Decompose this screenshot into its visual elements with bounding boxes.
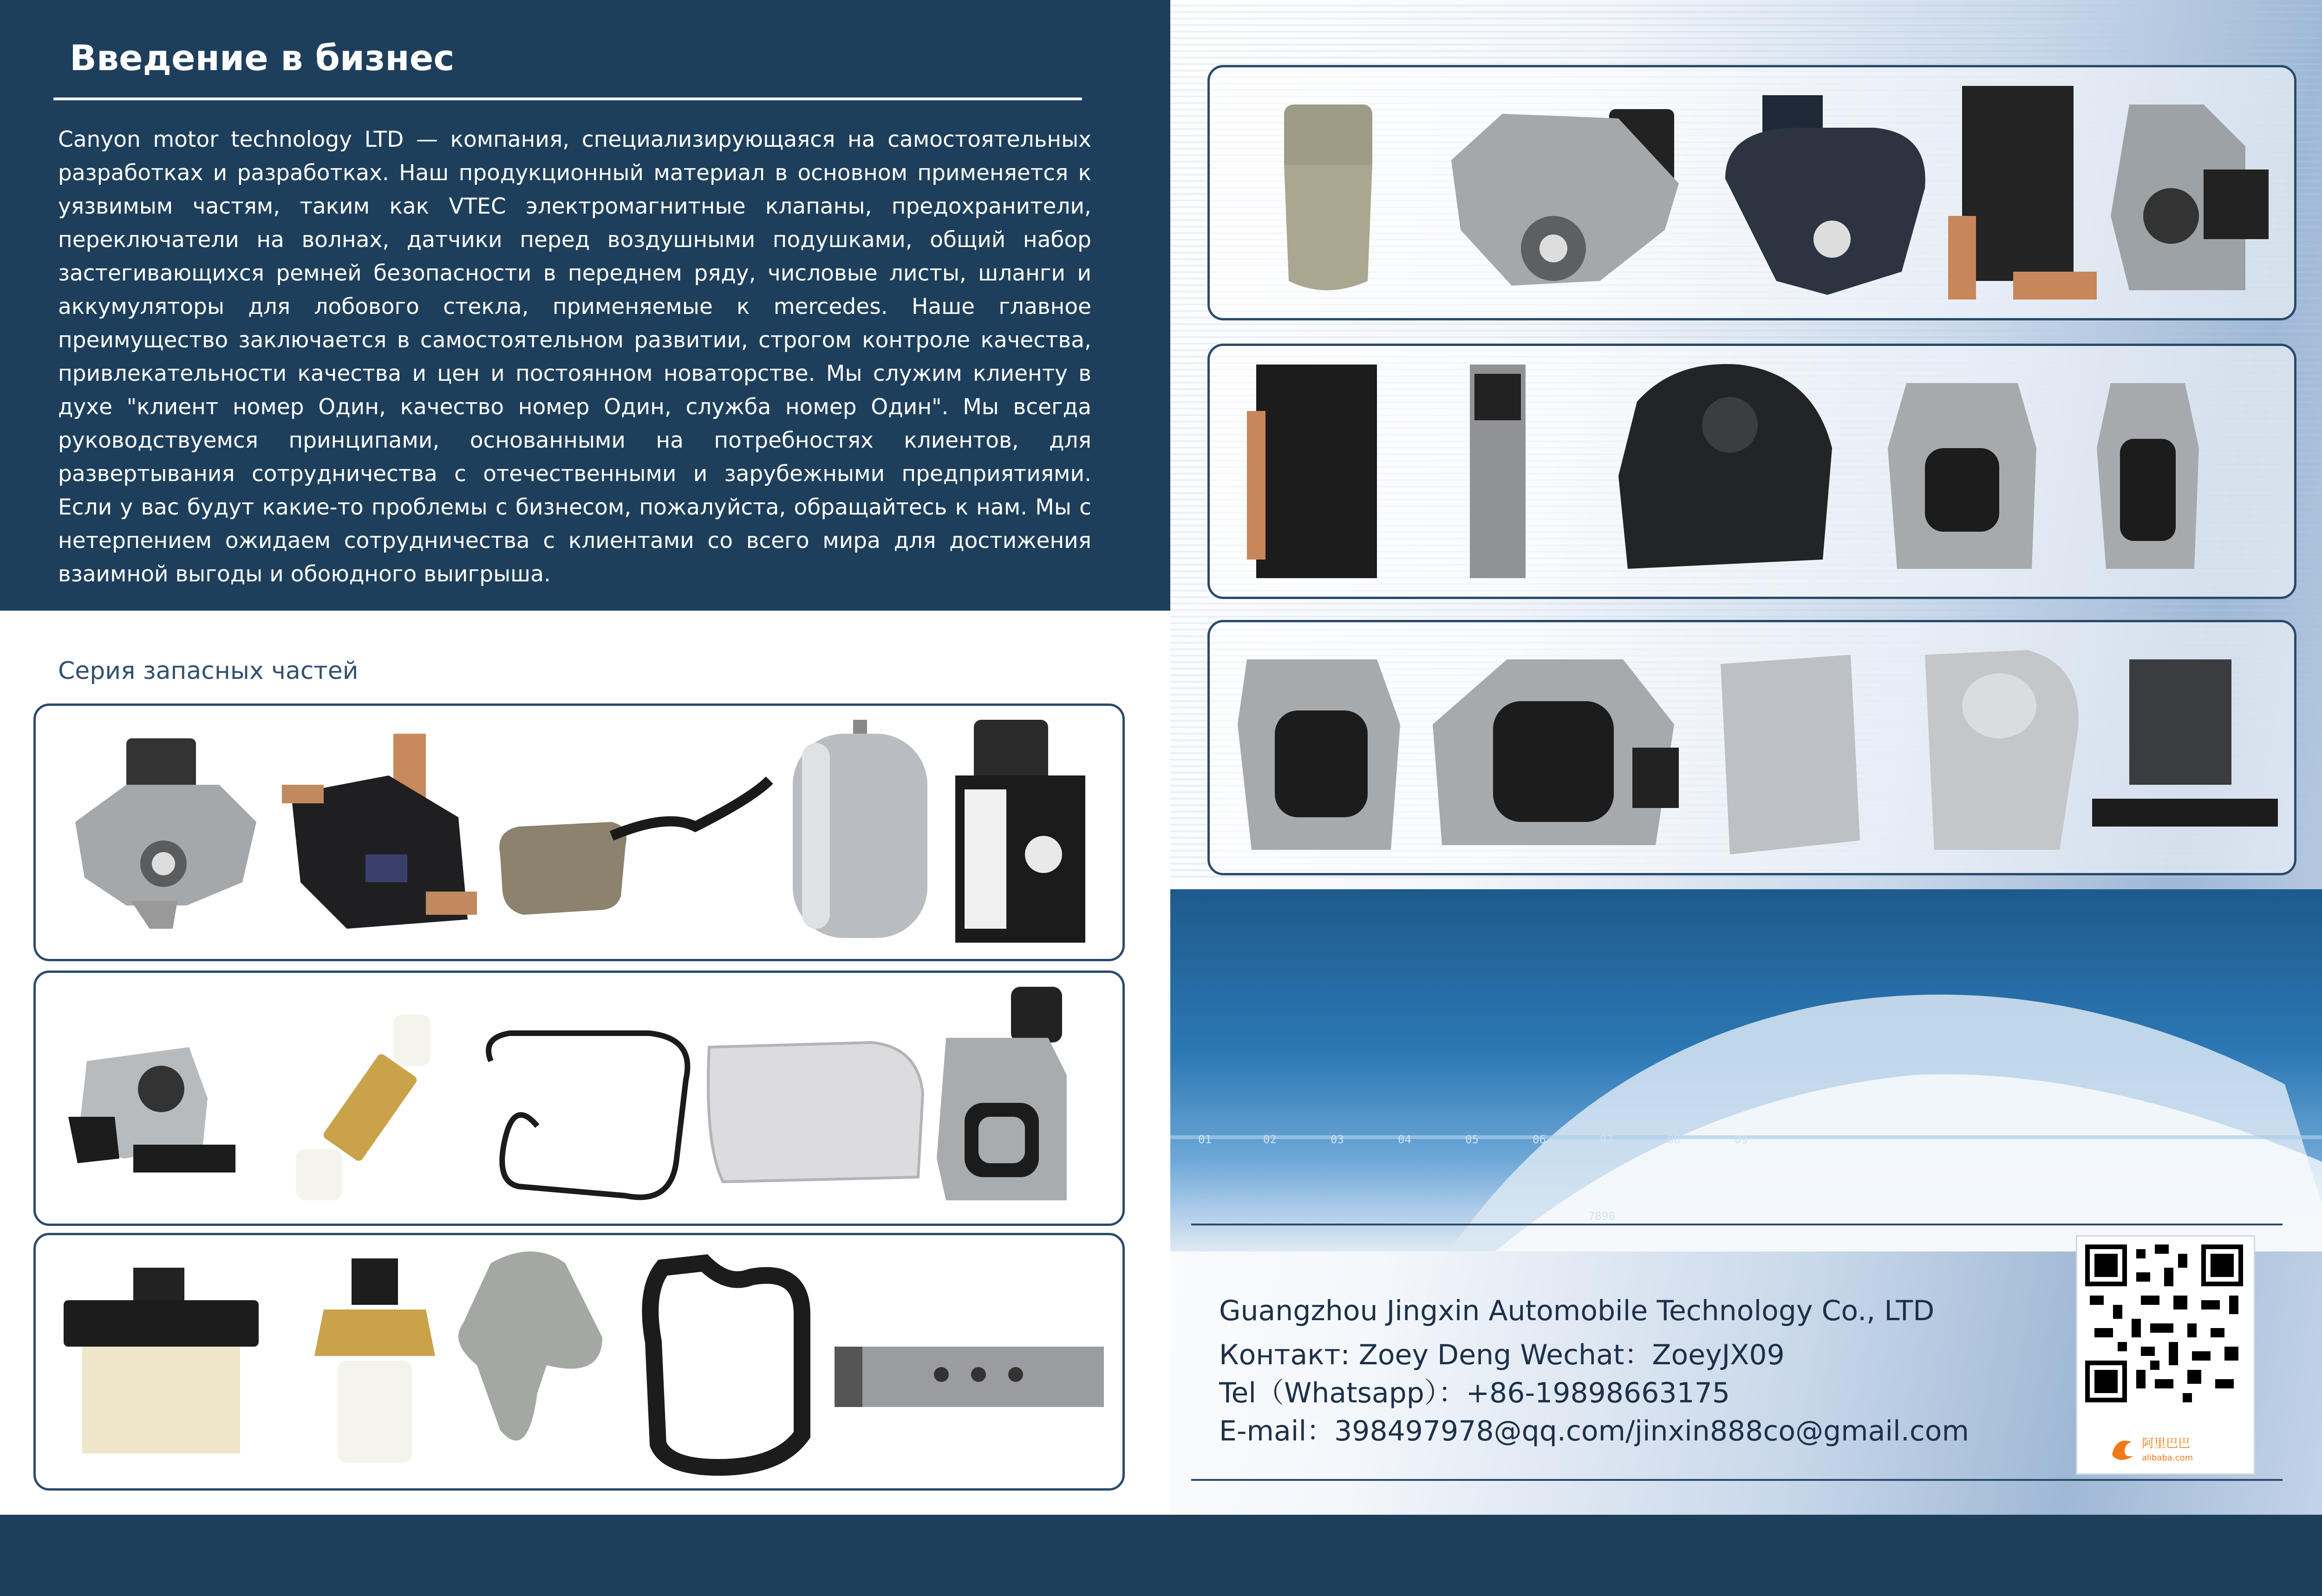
company-name: Guangzhou Jingxin Automobile Technology Co., LTD (1219, 1295, 1935, 1327)
alibaba-logo-icon (2108, 1433, 2229, 1465)
neutral-switch-image (57, 729, 270, 933)
email-address[interactable]: E-mail：398497978@qq.com/jinxin888co@gmail.com (1219, 1415, 1969, 1447)
heat-sink-image (1702, 636, 1878, 864)
blower-resistor-image-2 (2083, 650, 2287, 854)
temperature-sensor-image (296, 1254, 454, 1477)
position-sensor-image (1707, 86, 1948, 304)
vtec-solenoid-image-4 (1414, 632, 1693, 864)
product-panel-left-1 (33, 704, 1125, 961)
range-switch-image (1433, 91, 1702, 304)
circuit-board-image (1451, 355, 1544, 587)
blower-resistor-image (54, 1263, 268, 1467)
intro-divider (53, 98, 1082, 100)
hose-connector-image (254, 1001, 477, 1214)
banner-number: 04 (1398, 1133, 1411, 1146)
footer-bar (0, 1515, 2322, 1596)
intro-title: Введение в бизнес (70, 37, 455, 78)
phone-number[interactable]: Tel（Whatsapp）：+86-19898663175 (1219, 1377, 1730, 1409)
solenoid-gasket-image (626, 1249, 830, 1477)
relay-block-image (1238, 355, 1405, 587)
banner-number: 03 (1331, 1133, 1344, 1146)
product-panel-right-2 (1207, 344, 2296, 599)
banner-small-number: 7890 (1588, 1210, 1615, 1223)
banner-number: 09 (1735, 1133, 1748, 1146)
connector-block-image (1939, 77, 2106, 309)
intro-body-text: Canyon motor technology LTD — компания, специализирующаяся на самостоятельных разработках и разработках. Наш продукционный материал в основном применяется к уязвимым частям, таким как VTEC электромагнитные клапаны, предохранители, переключатели на волнах, датчики перед воздушными подушками, общий набор застегивающихся ремней безопасности в переднем ряду, числовые листы, шланги и аккумуляторы для лобового стекла, применяемые к mercedes. Наше главное преимущество заключается в самостоятельном развитии, строгом контроле качества, привлекательности качества и цен и постоянном новаторстве. Мы служим клиенту в духе "клиент номер Один, качество номер Один, служба номер Один". Мы всегда руководствуемся принципами, основанными на потребностях клиентов, для развертывания сотрудничества с отечественными и зарубежными предприятиями. Если у вас будут какие-то проблемы с бизнесом, пожалуйста, обращайтесь к нам. Мы с нетерпением ожидаем сотрудничества с клиентами со всего мира для достижения взаимной выгоды и обоюдного выигрыша. (58, 127, 1091, 587)
contact-person: Контакт: Zoey Deng Wechat：ZoeyJX09 (1219, 1339, 1785, 1371)
alibaba-domain: alibaba.com (2142, 1453, 2193, 1463)
sensor-wire-image (463, 1019, 704, 1214)
banner-number: 02 (1263, 1133, 1277, 1146)
wiring-harness-image (825, 1328, 1113, 1421)
alibaba-name: 阿里巴巴 (2142, 1437, 2191, 1451)
banner-number: 07 (1600, 1133, 1613, 1146)
contact-top-divider (1191, 1224, 2283, 1225)
banner-number: 05 (1465, 1133, 1479, 1146)
inhibitor-switch-image (2092, 77, 2278, 309)
banner-wave-graphic (1170, 889, 2322, 1251)
seat-belt-buckle-image (491, 771, 779, 947)
fuse-image (273, 724, 505, 938)
product-panel-right-3 (1207, 620, 2296, 875)
timing-cover-image (1600, 355, 1860, 587)
accumulator-image (783, 715, 937, 947)
product-panel-left-3 (33, 1233, 1125, 1491)
vtec-solenoid-image (918, 982, 1095, 1214)
product-panel-right-1 (1207, 65, 2296, 320)
vtec-valve-image-2 (2083, 355, 2222, 587)
banner-number: 06 (1533, 1133, 1546, 1146)
vtec-solenoid-image-3 (1224, 632, 1419, 864)
product-panel-left-2 (33, 971, 1125, 1226)
dome-lens-image (1906, 636, 2092, 859)
qr-code-icon[interactable] (2081, 1240, 2248, 1407)
banner-number: 01 (1198, 1133, 1212, 1146)
sun-visor-clip-image (435, 1244, 630, 1477)
crash-sensor-image (946, 715, 1095, 947)
series-title: Серия запасных частей (58, 657, 359, 685)
trunk-latch-image (50, 1005, 249, 1210)
contact-bottom-divider (1191, 1479, 2283, 1481)
abstract-banner (1170, 889, 2322, 1251)
vtec-valve-image-1 (1869, 355, 2055, 587)
banner-number: 08 (1667, 1133, 1681, 1146)
lamp-lens-image (695, 1029, 937, 1196)
connector-plug-image (1256, 95, 1396, 300)
